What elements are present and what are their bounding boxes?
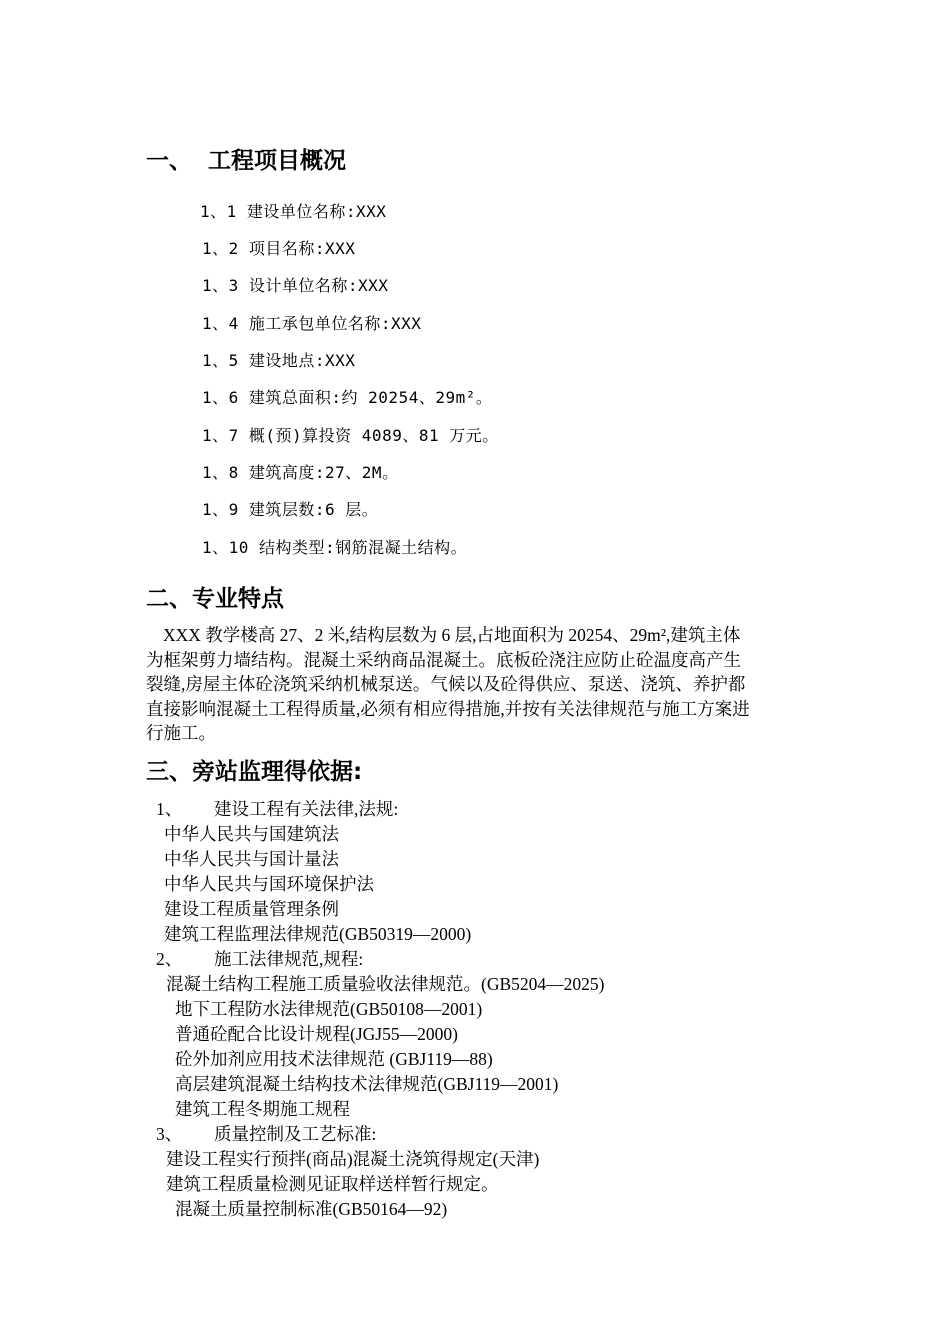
section-heading-2: 二、专业特点 bbox=[146, 586, 284, 612]
paragraph-line: 裂缝,房屋主体砼浇筑采纳机械泵送。气候以及砼得供应、泵送、浇筑、养护都 bbox=[146, 674, 746, 695]
paragraph-line: 行施工。 bbox=[146, 723, 216, 744]
basis-group-heading bbox=[156, 1123, 376, 1145]
basis-item: 建设工程质量管理条例 bbox=[164, 899, 339, 919]
basis-item: 混凝土结构工程施工质量验收法律规范。(GB5204—2025) bbox=[166, 974, 605, 994]
basis-item: 建设工程实行预拌(商品)混凝土浇筑得规定(天津) bbox=[166, 1149, 540, 1169]
overview-item: 1、1 建设单位名称:XXX bbox=[200, 202, 387, 221]
paragraph-line: 直接影响混凝土工程得质量,必须有相应得措施,并按有关法律规范与施工方案进 bbox=[146, 698, 750, 719]
group-number: 2、 bbox=[156, 949, 183, 969]
basis-item: 中华人民共与国环境保护法 bbox=[164, 874, 374, 894]
paragraph-line: XXX 教学楼高 27、2 米,结构层数为 6 层,占地面积为 20254、29m²,建筑主体 bbox=[163, 625, 741, 645]
group-title: 建设工程有关法律,法规: bbox=[214, 799, 399, 819]
overview-item: 1、10 结构类型:钢筋混凝土结构。 bbox=[202, 538, 468, 557]
group-number: 3、 bbox=[156, 1124, 183, 1144]
basis-item: 普通砼配合比设计规程(JGJ55—2000) bbox=[175, 1024, 458, 1044]
overview-item: 1、4 施工承包单位名称:XXX bbox=[202, 314, 422, 333]
group-number: 1、 bbox=[156, 799, 183, 819]
overview-item: 1、3 设计单位名称:XXX bbox=[202, 276, 389, 295]
basis-item: 中华人民共与国建筑法 bbox=[164, 824, 339, 844]
overview-item: 1、8 建筑高度:27、2M。 bbox=[202, 463, 399, 482]
paragraph-line: 为框架剪力墙结构。混凝土采纳商品混凝土。底板砼浇注应防止砼温度高产生 bbox=[146, 649, 741, 670]
professional-features-paragraph bbox=[146, 623, 810, 746]
section-number: 一、 bbox=[146, 148, 192, 174]
overview-item: 1、5 建设地点:XXX bbox=[202, 351, 356, 370]
basis-item: 高层建筑混凝土结构技术法律规范(GBJ119—2001) bbox=[175, 1074, 559, 1094]
basis-item: 建筑工程冬期施工规程 bbox=[175, 1099, 350, 1119]
basis-item: 砼外加剂应用技术法律规范 (GBJ119—88) bbox=[175, 1049, 493, 1069]
overview-item: 1、6 建筑总面积:约 20254、29m²。 bbox=[202, 388, 493, 407]
basis-group-heading bbox=[156, 948, 363, 970]
basis-item: 中华人民共与国计量法 bbox=[164, 849, 339, 869]
overview-item: 1、2 项目名称:XXX bbox=[202, 239, 356, 258]
basis-item: 建筑工程质量检测见证取样送样暂行规定。 bbox=[166, 1174, 499, 1194]
group-title: 质量控制及工艺标准: bbox=[214, 1124, 377, 1144]
basis-group-heading bbox=[156, 798, 398, 820]
basis-item: 建筑工程监理法律规范(GB50319—2000) bbox=[164, 924, 472, 944]
overview-item: 1、7 概(预)算投资 4089、81 万元。 bbox=[202, 426, 499, 445]
section-title: 工程项目概况 bbox=[208, 148, 346, 174]
section-heading-1 bbox=[146, 146, 346, 176]
basis-item: 混凝土质量控制标准(GB50164—92) bbox=[175, 1199, 448, 1219]
overview-item: 1、9 建筑层数:6 层。 bbox=[202, 500, 379, 519]
group-title: 施工法律规范,规程: bbox=[214, 949, 364, 969]
basis-item: 地下工程防水法律规范(GB50108—2001) bbox=[175, 999, 483, 1019]
section-heading-3: 三、旁站监理得依据: bbox=[146, 759, 363, 785]
